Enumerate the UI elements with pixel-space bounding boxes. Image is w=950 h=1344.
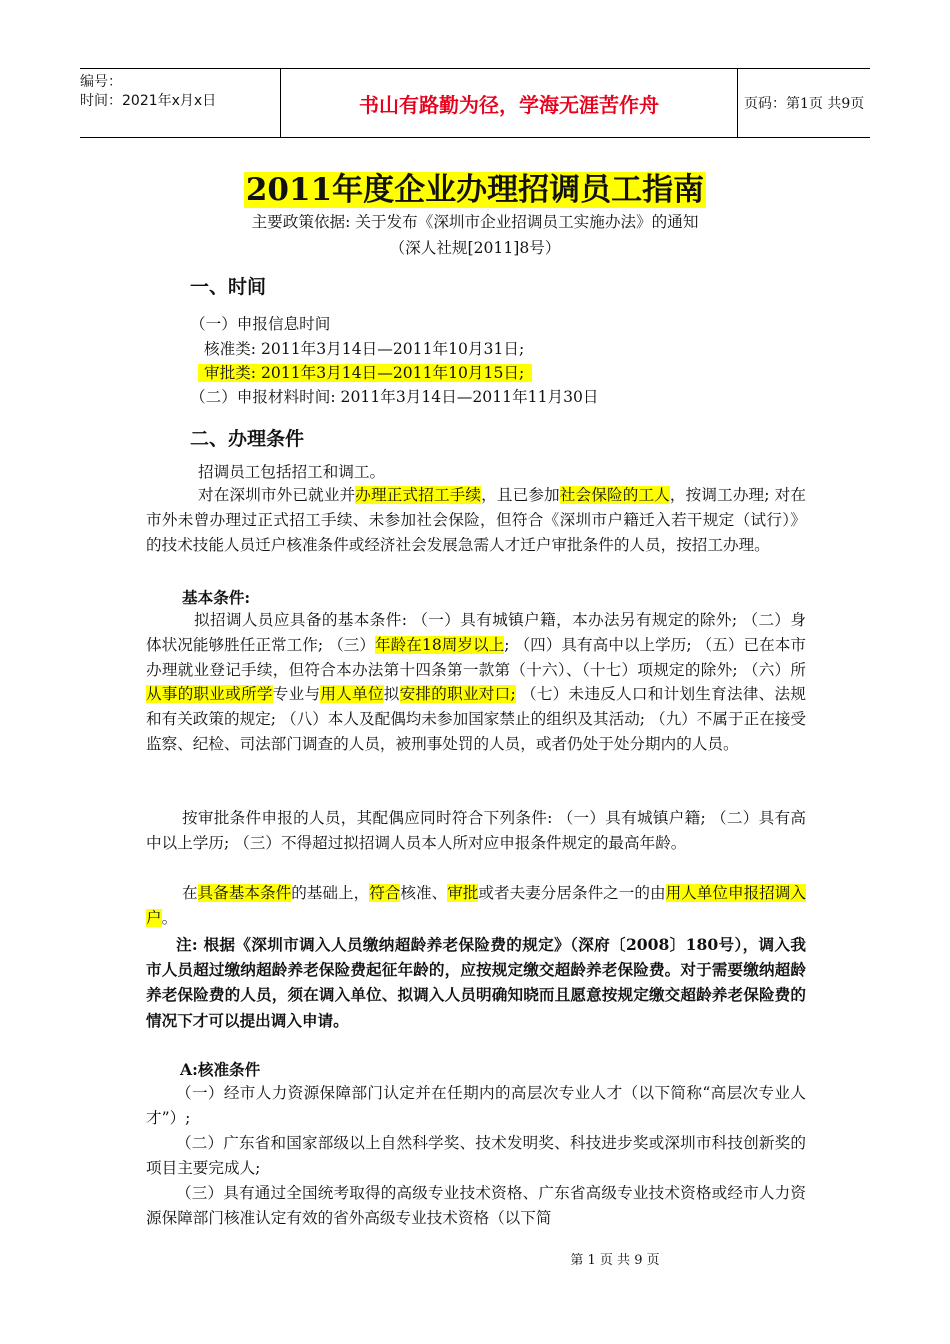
text-run: 在 xyxy=(182,884,198,902)
s2-paragraph-4 xyxy=(146,881,806,931)
text-run: ; （四）具有高中以上学历; （五）已在本市办理就业登记手续，但符合本办法第十四条第一款第（十六）、（十七）项规定的除外; （六）所 xyxy=(146,635,807,679)
highlight-run: 具备基本条件 xyxy=(197,884,292,902)
time-label: 时间：2021年x月x日 xyxy=(80,93,217,109)
s1-line-2: 核准类: 2011年3月14日—2011年10月31日; xyxy=(204,340,525,358)
highlight-run: 审批 xyxy=(447,884,479,902)
section-1-heading: 一、时间 xyxy=(190,276,267,298)
highlight-run: 从事的职业或所学 xyxy=(146,685,273,704)
highlight-run: 用人单位 xyxy=(320,685,384,704)
text-run: 对在深圳市外已就业并 xyxy=(198,486,356,504)
highlight-run: 年龄在18周岁以上 xyxy=(375,635,505,654)
header-motto: 书山有路勤为径，学海无涯苦作舟 xyxy=(280,69,738,137)
policy-line-2: （深人社规[2011]8号） xyxy=(389,239,561,257)
s2-paragraph-2 xyxy=(146,608,806,757)
s2-paragraph-1 xyxy=(146,483,806,557)
highlight-run: 社会保险的工人 xyxy=(559,486,670,504)
document-title-wrap xyxy=(0,164,950,209)
s1-line-3-wrap xyxy=(198,361,532,383)
s1-line-1: （一）申报信息时间 xyxy=(190,315,331,333)
s2-paragraph-3: 按审批条件申报的人员，其配偶应同时符合下列条件: （一）具有城镇户籍; （二）具有高中以上学历; （三）不得超过拟招调人员本人所对应申报条件规定的最高年龄。 xyxy=(146,809,806,852)
text-run: ，按调工办理; 对在市外未曾办理过正式招工手续、未参加社会保险，但符合《深圳市户籍迁入若干规定（试行）》的技术技能人员迁户核准条件或经济社会发展急需人才迁户审批条件的人员，按招工办理。 xyxy=(146,486,806,554)
highlight-run: 用人单位申报招调入户 xyxy=(146,884,806,927)
approval-item-2: （二）广东省和国家部级以上自然科学奖、技术发明奖、科技进步奖或深圳市科技创新奖的项目主要完成人; xyxy=(146,1134,806,1177)
text-run: 拟招调人员应具备的基本条件: （一）具有城镇户籍，本办法另有规定的除外; （二）身体状况能够胜任正常工作; （三） xyxy=(146,611,806,654)
highlight-run: 符合 xyxy=(369,884,401,902)
page-header xyxy=(80,68,870,138)
highlight-run: 安排的职业对口; xyxy=(399,685,516,704)
document-title: 2011年度企业办理招调员工指南 xyxy=(245,172,705,208)
approval-item-3: （三）具有通过全国统考取得的高级专业技术资格、广东省高级专业技术资格或经市人力资源保障部门核准认定有效的省外高级专业技术资格（以下简 xyxy=(146,1184,806,1227)
number-label: 编号： xyxy=(80,74,122,90)
s2-note: 注: 根据《深圳市调入人员缴纳超龄养老保险费的规定》（深府〔2008〕180号），调入我市人员超过缴纳超龄养老保险费起征年龄的，应按规定缴交超龄养老保险费。对于需要缴纳超龄养老保险费的人员，须在调入单位、拟调入人员明确知晓而且愿意按规定缴交超龄养老保险费的情况下才可以提出调入申请。 xyxy=(146,935,806,1030)
text-run: 拟 xyxy=(383,685,400,704)
basic-conditions-heading: 基本条件: xyxy=(182,588,251,607)
text-run: 的基础上， xyxy=(291,884,370,902)
text-run: ，且已参加 xyxy=(481,486,560,504)
text-run: 核准、 xyxy=(400,884,448,902)
section-2-heading: 二、办理条件 xyxy=(190,428,305,450)
text-run: 。 xyxy=(161,908,178,927)
header-meta xyxy=(80,69,280,141)
text-run: 专业与 xyxy=(272,685,321,704)
text-run: 或者夫妻分居条件之一的由 xyxy=(478,884,666,902)
s2-intro: 招调员工包括招工和调工。 xyxy=(198,463,386,481)
s1-line-4: （二）申报材料时间: 2011年3月14日—2011年11月30日 xyxy=(190,388,599,406)
policy-line-1: 主要政策依据: 关于发布《深圳市企业招调员工实施办法》的通知 xyxy=(251,213,699,231)
text-run: （七）未违反人口和计划生育法律、法规和有关政策的规定; （八）本人及配偶均未参加国家禁止的组织及其活动; （九）不属于正在接受监察、纪检、司法部门调查的人员，被刑事处罚的人员，或者仍处于处分期内的人员。 xyxy=(146,685,806,753)
page-footer: 第 1 页 共 9 页 xyxy=(570,1253,660,1268)
approval-item-1: （一）经市人力资源保障部门认定并在任期内的高层次专业人才（以下简称“高层次专业人才”）; xyxy=(146,1084,806,1127)
highlight-run: 办理正式招工手续 xyxy=(355,486,482,504)
header-page-label: 页码：第1页 共9页 xyxy=(744,96,865,112)
s1-line-3: 审批类: 2011年3月14日—2011年10月15日; xyxy=(198,364,532,382)
approval-heading: A:核准条件 xyxy=(180,1060,261,1079)
